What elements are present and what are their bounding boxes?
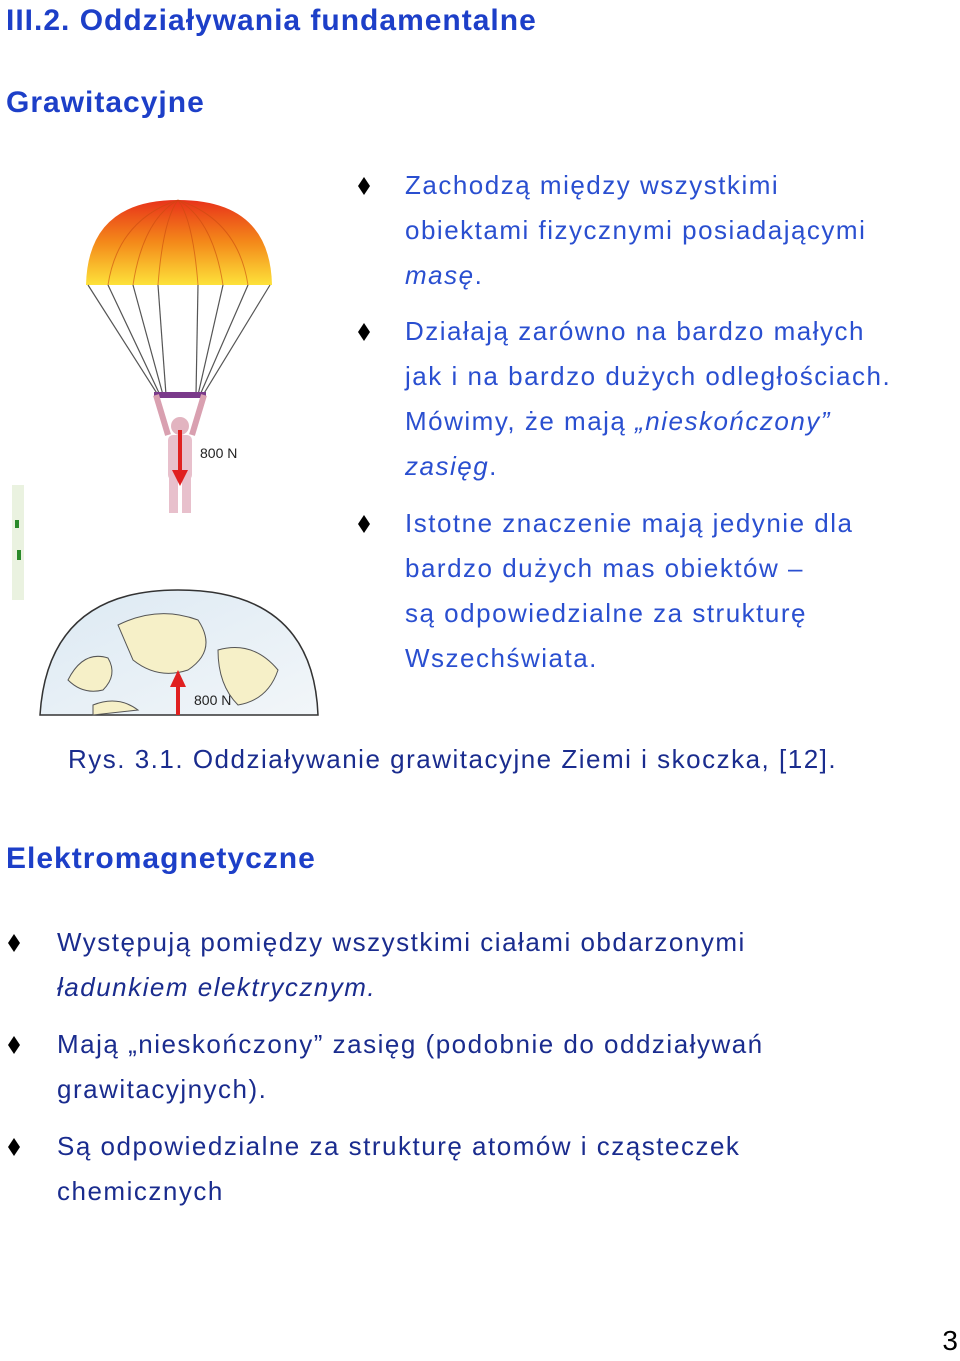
em-heading: Elektromagnetyczne bbox=[6, 842, 316, 875]
figure-caption: Rys. 3.1. Oddziaływanie grawitacyjne Ziemi i skoczka, [12]. bbox=[68, 744, 838, 774]
force-label-skydiver: 800 N bbox=[200, 445, 238, 461]
em-bullet-2: Mają „nieskończony” zasięg (podobnie do oddziaływań grawitacyjnych). bbox=[57, 1029, 764, 1104]
gravity-bullet-2: Działają zarówno na bardzo małych jak i na bardzo dużych odległościach. Mówimy, że mają „nieskończony” zasięg. bbox=[405, 316, 892, 481]
bullet-diamond-icon bbox=[8, 934, 20, 952]
parachute-canopy bbox=[86, 200, 272, 285]
em-bullet-1: Występują pomiędzy wszystkimi ciałami obdarzonymi ładunkiem elektrycznym. bbox=[57, 927, 746, 1002]
gravity-bullet-3: Istotne znaczenie mają jedynie dla bardzo dużych mas obiektów – są odpowiedzialne za strukturę Wszechświata. bbox=[405, 508, 854, 673]
bullet-diamond-icon bbox=[358, 323, 370, 341]
figure-edge-strip bbox=[12, 485, 24, 600]
gravity-figure bbox=[8, 180, 328, 725]
em-bullet-3: Są odpowiedzialne za strukturę atomów i cząsteczek chemicznych bbox=[57, 1131, 741, 1206]
parachute-lines bbox=[88, 285, 270, 395]
gravity-bullet-1: Zachodzą między wszystkimi obiektami fizycznymi posiadającymi masę. bbox=[405, 170, 867, 290]
page-number: 3 bbox=[942, 1325, 958, 1356]
bullet-diamond-icon bbox=[8, 1138, 20, 1156]
section-title: III.2. Oddziaływania fundamentalne bbox=[6, 4, 537, 37]
force-label-earth: 800 N bbox=[194, 692, 232, 708]
bullet-diamond-icon bbox=[358, 177, 370, 195]
bullet-diamond-icon bbox=[8, 1036, 20, 1054]
gravity-heading: Grawitacyjne bbox=[6, 86, 205, 119]
bullet-diamond-icon bbox=[358, 515, 370, 533]
